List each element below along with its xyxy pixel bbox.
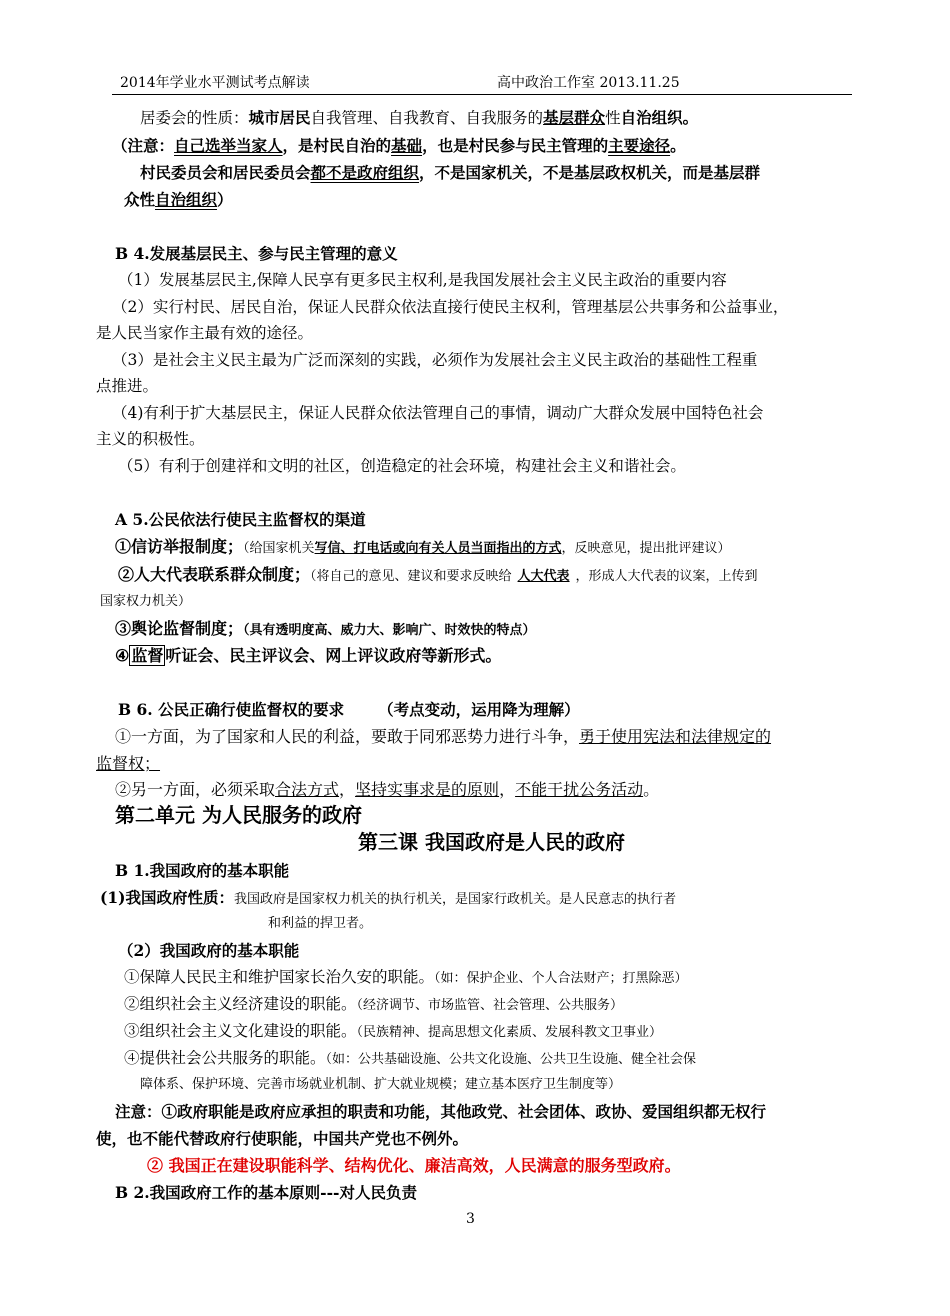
text: ，也是村民参与民主管理的 [422,136,609,155]
text: 监督 [131,646,164,665]
section-title-b6 [118,700,888,720]
text: 基层群众 [543,108,606,127]
text: （如：公共基础设施、公共文化设施、公共卫生设施、健全社会保 [325,1052,697,1067]
text: ①信访举报制度； [115,537,244,556]
paragraph: （5）有利于创建祥和文明的社区，创造稳定的社会环境，构建社会主义和谐社会。 [118,457,686,475]
note-line-2 [140,163,910,183]
paragraph: （3）是社会主义民主最为广泛而深刻的实践，必须作为发展社会主义民主政治的基础性工程重 [112,351,758,369]
function-item [124,967,894,989]
text: 人大代表 [517,569,570,584]
note-paragraph: 注意：①政府职能是政府应承担的职责和功能，其他政党、社会团体、政协、爱国组织都无权行 [115,1102,767,1121]
page-header [112,70,852,95]
paragraph: 点推进。 [96,377,159,395]
text: 都不是政府组织 [310,163,420,182]
text: ③舆论监督制度； [115,619,244,638]
text: B 6. 公民正确行使监督权的要求 [118,700,345,719]
text: 自治组织 [155,190,218,209]
highlight-note: ② 我国正在建设职能科学、结构优化、廉洁高效，人民满意的服务型政府。 [147,1156,681,1175]
page-number: 3 [466,1211,475,1227]
function-item-cont: 障体系、保护环境、完善市场就业机制、扩大就业规模；建立基本医疗卫生制度等） [140,1077,622,1092]
channel-item [118,565,888,587]
text: （将自己的意见、建议和要求反映给 [310,569,512,584]
text: （给国家机关 [243,541,315,556]
text: ，不是国家机关，不是基层政权机关，而是基层群 [419,163,761,182]
lesson-title: 第三课 我国政府是人民的政府 [358,830,625,854]
paragraph [115,727,885,747]
text: （注意： [112,136,175,155]
note-line-3 [124,190,894,210]
text: ，是村民自治的 [282,136,392,155]
channel-item [115,537,885,559]
text: 听证会、民主评议会、网上评议政府等新形式。 [165,646,502,665]
section-title-a5: A 5.公民依法行使民主监督权的渠道 [115,510,366,529]
text: ， [499,780,516,799]
text: 我国政府是国家权力机关的执行机关，是国家行政机关。是人民意志的执行者 [233,892,676,907]
channel-item [115,619,885,641]
text: 自治组织。 [620,108,699,127]
note-line-1 [112,136,882,156]
text: （经济调节、市场监管、社会管理、公共服务） [356,998,624,1013]
text: ②另一方面，必须采取 [115,780,276,799]
text: 城市居民 [248,108,311,127]
text: （具有透明度高、威力大、影响广、时效快的特点） [243,623,536,638]
function-item [124,1021,894,1043]
text: ②组织社会主义经济建设的职能。 [124,995,357,1013]
function-item [124,1048,894,1070]
paragraph: 和利益的捍卫者。 [268,916,373,931]
paragraph [100,888,870,910]
function-item [124,994,894,1016]
text: ①一方面，为了国家和人民的利益，要敢于同邪恶势力进行斗争， [115,727,580,746]
text: 坚持实事求是的原则 [355,780,500,799]
text: 自己选举当家人 [174,136,283,155]
text: 。 [643,780,660,799]
text: （考点变动，运用降为理解） [378,700,580,719]
paragraph: （1）发展基层民主,保障人民享有更多民主权利,是我国发展社会主义民主政治的重要内容 [118,271,727,289]
text: 合法方式 [275,780,340,799]
channel-item-cont: 国家权力机关） [100,594,192,609]
text: 主要途径 [608,136,671,155]
section-title-b4: B 4.发展基层民主、参与民主管理的意义 [115,244,398,263]
text: ④ [115,646,130,665]
text: ，形成人大代表的议案，上传到 [575,569,758,584]
subheading: （2）我国政府的基本职能 [118,941,300,960]
text: 基础 [391,136,423,155]
paragraph: 是人民当家作主最有效的途径。 [96,324,314,342]
text: 写信、打电话或向有关人员当面指出的方式 [314,541,562,556]
text: （如：保护企业、个人合法财产；打黑除恶） [434,971,688,986]
text: ①保障人民民主和维护国家长治久安的职能。 [124,968,435,986]
text: ③组织社会主义文化建设的职能。 [124,1022,357,1040]
text: （民族精神、提高思想文化素质、发展科教文卫事业） [356,1025,663,1040]
section-title-b2: B 2.我国政府工作的基本原则---对人民负责 [115,1183,417,1202]
text: 不能干扰公务活动 [515,780,644,799]
text: 村民委员会和居民委员会 [140,163,311,182]
paragraph [115,780,885,800]
text: 性 [605,109,621,127]
text: ④提供社会公共服务的职能。 [124,1049,326,1067]
text: ， [339,780,356,799]
text: ，反映意见，提出批评建议） [561,541,731,556]
text: 。 [670,136,686,155]
note-paragraph: 使，也不能代替政府行使职能，中国共产党也不例外。 [96,1129,469,1148]
text: 居委会的性质： [140,109,249,127]
text: ②人大代表联系群众制度； [118,565,311,584]
paragraph: （2）实行村民、居民自治，保证人民群众依法直接行使民主权利，管理基层公共事务和公益事业， [112,298,789,316]
paragraph: 监督权； [96,754,161,773]
text: 勇于使用宪法和法律规定的 [579,727,772,746]
text: ） [217,190,233,209]
section-title-b1: B 1.我国政府的基本职能 [115,861,290,880]
channel-item [115,646,885,666]
text: 众性 [124,190,156,209]
header-right: 高中政治工作室 2013.11.25 [497,75,680,91]
paragraph: 主义的积极性。 [96,430,205,448]
unit-title: 第二单元 为人民服务的政府 [115,803,362,827]
text: (1)我国政府性质： [100,888,234,907]
paragraph: （4)有利于扩大基层民主，保证人民群众依法管理自己的事情，调动广大群众发展中国特色社会 [112,404,764,422]
text: 自我管理、自我教育、自我服务的 [310,109,544,127]
header-left: 2014年学业水平测试考点解读 [120,75,310,91]
residents-committee-nature [140,108,910,128]
